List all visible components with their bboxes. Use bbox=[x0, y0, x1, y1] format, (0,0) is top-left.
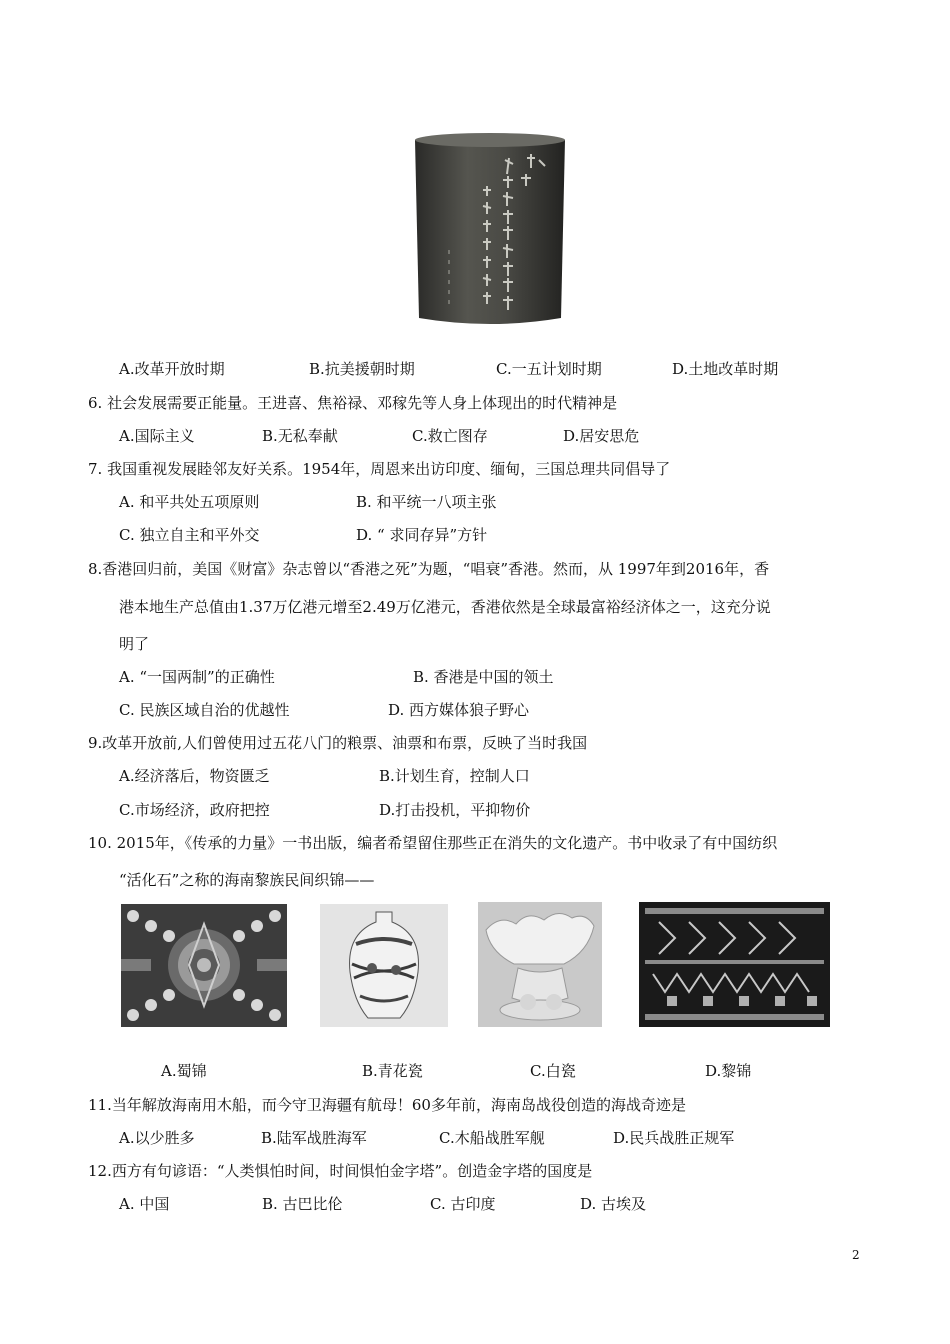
q6-option-d: D.居安思危 bbox=[563, 427, 640, 445]
q12-option-a: A. 中国 bbox=[119, 1195, 170, 1213]
blue-white-porcelain-image bbox=[320, 904, 448, 1027]
q11-option-a: A.以少胜多 bbox=[119, 1129, 195, 1147]
q9-option-c: C.市场经济，政府把控 bbox=[119, 801, 270, 819]
q6-option-c: C.救亡图存 bbox=[412, 427, 488, 445]
q7-stem: 7. 我国重视发展睦邻友好关系。1954年，周恩来出访印度、缅甸，三国总理共同倡导了 bbox=[88, 460, 671, 478]
q11-stem: 11.当年解放海南用木船，而今守卫海疆有航母！60多年前，海南岛战役创造的海战奇迹是 bbox=[88, 1096, 686, 1114]
q11-option-d: D.民兵战胜正规军 bbox=[613, 1129, 735, 1147]
q10-stem-line-2: “活化石”之称的海南黎族民间织锦—— bbox=[119, 871, 375, 889]
q10-option-b: B.青花瓷 bbox=[362, 1062, 423, 1080]
q7-option-a: A. 和平共处五项原则 bbox=[119, 493, 260, 511]
q5-option-a: A.改革开放时期 bbox=[119, 360, 225, 378]
q10-option-d: D.黎锦 bbox=[705, 1062, 752, 1080]
page-number: 2 bbox=[852, 1248, 860, 1262]
q9-option-a: A.经济落后，物资匮乏 bbox=[119, 767, 270, 785]
q9-option-b: B.计划生育，控制人口 bbox=[379, 767, 530, 785]
q5-option-b: B.抗美援朝时期 bbox=[309, 360, 415, 378]
q8-stem-line-3: 明了 bbox=[119, 635, 150, 653]
q7-option-c: C. 独立自主和平外交 bbox=[119, 526, 260, 544]
q10-option-a: A.蜀锦 bbox=[161, 1062, 207, 1080]
q9-stem: 9.改革开放前,人们曾使用过五花八门的粮票、油票和布票，反映了当时我国 bbox=[88, 734, 588, 752]
q12-option-d: D. 古埃及 bbox=[580, 1195, 647, 1213]
q8-option-b: B. 香港是中国的领土 bbox=[413, 668, 554, 686]
q5-option-c: C.一五计划时期 bbox=[496, 360, 602, 378]
li-brocade-image bbox=[639, 902, 830, 1027]
q7-option-b: B. 和平统一八项主张 bbox=[356, 493, 497, 511]
q5-option-d: D.土地改革时期 bbox=[672, 360, 779, 378]
q8-option-c: C. 民族区域自治的优越性 bbox=[119, 701, 290, 719]
q11-option-b: B.陆军战胜海军 bbox=[261, 1129, 367, 1147]
white-porcelain-image bbox=[478, 902, 602, 1027]
q10-stem-line-1: 10. 2015年，《传承的力量》一书出版，编者希望留住那些正在消失的文化遗产。书中收录了有中国纺织 bbox=[88, 834, 778, 852]
q7-option-d: D. “ 求同存异”方针 bbox=[356, 526, 488, 544]
q8-stem-line-2: 港本地生产总值由1.37万亿港元增至2.49万亿港元，香港依然是全球最富裕经济体之一，这充分说 bbox=[119, 598, 771, 616]
q8-stem-line-1: 8.香港回归前，美国《财富》杂志曾以“香港之死”为题，“唱衰”香港。然而，从 1997年到2016年，香 bbox=[88, 560, 770, 578]
shu-brocade-image bbox=[121, 904, 287, 1027]
q12-option-c: C. 古印度 bbox=[430, 1195, 496, 1213]
q6-option-b: B.无私奉献 bbox=[262, 427, 338, 445]
q8-option-a: A. “一国两制”的正确性 bbox=[119, 668, 275, 686]
q9-option-d: D.打击投机，平抑物价 bbox=[379, 801, 531, 819]
q11-option-c: C.木船战胜军舰 bbox=[439, 1129, 545, 1147]
q8-option-d: D. 西方媒体狼子野心 bbox=[388, 701, 530, 719]
q12-stem: 12.西方有句谚语：“人类惧怕时间，时间惧怕金字塔”。创造金字塔的国度是 bbox=[88, 1162, 593, 1180]
q6-stem: 6. 社会发展需要正能量。王进喜、焦裕禄、邓稼先等人身上体现出的时代精神是 bbox=[88, 394, 618, 412]
q12-option-b: B. 古巴比伦 bbox=[262, 1195, 343, 1213]
q6-option-a: A.国际主义 bbox=[119, 427, 195, 445]
pen-holder-image bbox=[409, 130, 571, 328]
q10-option-c: C.白瓷 bbox=[530, 1062, 576, 1080]
